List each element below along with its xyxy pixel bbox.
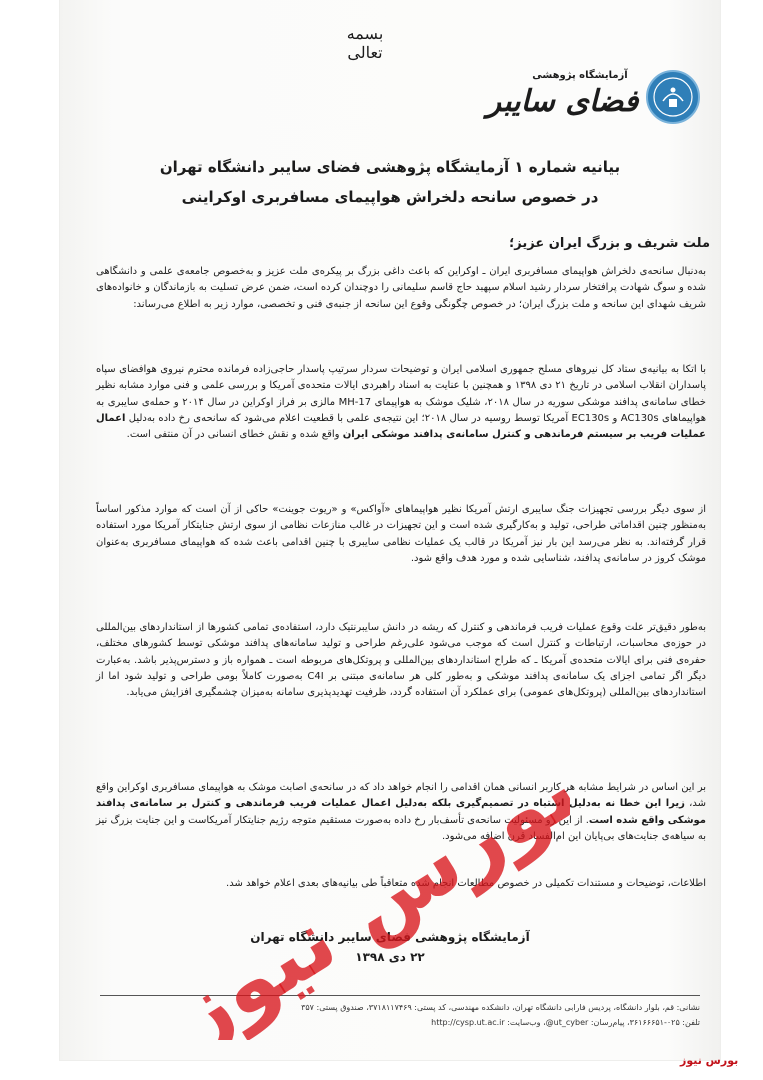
- footer-divider: [100, 995, 700, 996]
- paragraph-2-emphasis: اعمال عملیات فریب بر سیستم فرماندهی و کنترل سامانه‌ی پدافند موشکی ایران: [96, 412, 706, 441]
- statement-subtitle: در خصوص سانحه دلخراش هواپیمای مسافربری اوکراینی: [181, 188, 599, 206]
- paragraph-4: به‌طور دقیق‌تر علت وقوع عملیات فریب فرماندهی و کنترل که ریشه در دانش سایبرنتیک دارد، استفاده‌ی تمامی کشورها از استانداردهای بین‌المللی در حوزه‌ی محاسبات، ارتباطات و کنترل است که موجب می‌شود علی‌رغم طراحی و تولید سامانه‌های پدافند موشکی توسط کشورهای مختلف، حفره‌ی فنی برای ایالات متحده‌ی آمریکا ـ که طراح استانداردهای بین‌المللی و پروتکل‌های مربوطه است ـ همواره باز و دسترس‌پذیر باشد. به‌عبارت دیگر اگر تمامی اجزای یک سامانه‌ی پدافند موشکی و به‌طور کلی هر سامانه‌ی مبتنی بر C4I به‌صورت کاملاً بومی طراحی و تولید شود اما از استانداردهای بین‌المللی (پروتکل‌های عمومی) برای عملکرد آن استفاده گردد، ظرفیت تهدیدپذیری سامانه به‌میزان چشمگیری افزایش می‌یابد.: [96, 622, 707, 699]
- basmala: بسمه تعالی: [346, 24, 384, 62]
- signature-org: آزمایشگاه پژوهشی فضای سایبر دانشگاه تهران: [250, 930, 530, 944]
- signature-date: ۲۲ دی ۱۳۹۸: [355, 950, 425, 964]
- statement-title: بیانیه شماره ۱ آزمایشگاه پژوهشی فضای سایبر دانشگاه تهران: [159, 158, 621, 176]
- footer-address: نشانی: قم، بلوار دانشگاه، پردیس فارابی دانشگاه تهران، دانشکده مهندسی، کد پستی: ۳۷۱۸۱۱۷۴۶۹، صندوق پستی: ۳۵۷: [301, 1003, 700, 1012]
- paragraph-2-tail: واقع شده و نقش خطای انسانی در آن منتفی است.: [126, 429, 343, 441]
- paragraph-5: [96, 780, 706, 845]
- paragraph-2-text: با اتکا به بیانیه‌ی ستاد کل نیروهای مسلح جمهوری اسلامی ایران و توضیحات سردار سرتیپ پاسدار حاجی‌زاده فرمانده محترم نیروی هوافضای سپاه پاسداران انقلاب اسلامی در تاریخ ۲۱ دی ۱۳۹۸ و همچنین با عنایت به اسناد راهبردی ایالات متحده‌ی آمریکا و بررسی علمی و فنی موارد مشابه نظیر خطای سامانه‌ی پدافند موشکی سوریه در سال ۲۰۱۸، شلیک موشک به هواپیمای MH-17 مالزی بر فراز اوکراین در سال ۲۰۱۴ و حمله‌ی سایبری به هواپیماهای AC130s و EC130s آمریکا توسط روسیه در سال ۲۰۱۸؛ این نتیجه‌ی علمی با قطعیت اعلام می‌شود که سانحه‌ی رخ داده به‌دلیل: [96, 364, 706, 424]
- paragraph-6: اطلاعات، توضیحات و مستندات تکمیلی در خصوص مطالعات انجام شده متعاقباً طی بیانیه‌های بعدی اعلام خواهد شد.: [226, 878, 706, 889]
- source-tag: بورس نیوز: [680, 1054, 739, 1067]
- paragraph-3: از سوی دیگر بررسی تجهیزات جنگ سایبری ارتش آمریکا نظیر هواپیماهای «آواکس» و «ریوت جوینت» حاکی از آن است که موارد مذکور اساساً به‌منظور چنین اقداماتی طراحی، تولید و به‌کارگیری شده است و این تجهیزات در غالب منازعات نظامی از سوی ارتش جنایتکار آمریکا مورد استفاده قرار گرفته‌اند. به نظر می‌رسد این بار نیز آمریکا در قالب یک عملیات نظامی سایبری با چنین اقدامی باعث شده که هواپیمای مسافربری به‌عنوان موشک کروز در سامانه‌ی پدافند، شناسایی شده و مورد هدف واقع شود.: [96, 504, 706, 564]
- lab-name: آزمایشگاه پژوهشی: [532, 70, 628, 81]
- paragraph-2: [96, 362, 706, 443]
- paragraph-1: به‌دنبال سانحه‌ی دلخراش هواپیمای مسافربری ایران ـ اوکراین که باعث داغی بزرگ بر پیکره‌ی ملت عزیز و به‌خصوص جامعه‌ی علمی و دانشگاهی شده و سوگ شهادت پرافتخار سردار رشید اسلام سپهبد حاج قاسم سلیمانی را دوچندان کرده است، ضمن عرض تسلیت به بازماندگان و خانواده‌های شریف شهدای این سانحه و ملت بزرگ ایران؛ در خصوص چگونگی وقوع این سانحه از جنبه‌ی فنی و تخصصی، موارد زیر به اطلاع می‌رساند:: [96, 266, 706, 310]
- lab-title: فضای سایبر: [486, 84, 639, 119]
- paragraph-5-text: بر این اساس در شرایط مشابه هر کاربر انسانی همان اقدامی را انجام خواهد داد که در سانحه‌ی اصابت موشک به هواپیمای مسافربری اوکراین واقع شد،: [96, 782, 706, 810]
- paragraph-5-tail: . از این رو مسئولیت سانحه‌ی تأسف‌بار رخ داده به‌صورت مستقیم متوجه رژیم جنایتکار آمریکاست و این جنایت بزرگ نیز به سیاهه‌ی جنایت‌های بی‌پایان این ام‌الفساد قرن اضافه می‌شود.: [96, 814, 706, 842]
- watermark-text: بورس نیوز: [190, 760, 570, 1040]
- salutation: ملت شریف و بزرگ ایران عزیز؛: [509, 236, 710, 251]
- footer-contact: تلفن: ۰۲۵-۳۶۱۶۶۶۵۱، پیام‌رسان: ut_cyber@، وب‌سایت: http://cysp.ut.ac.ir: [431, 1018, 700, 1027]
- university-seal-icon: [646, 70, 700, 124]
- paragraph-5-emphasis: زیرا این خطا نه به‌دلیل اشتباه در تصمیم‌گیری بلکه به‌دلیل اعمال عملیات فریب فرماندهی و کنترل بر سامانه‌ی پدافند موشکی واقع شده است: [96, 798, 706, 826]
- seal-emblem-icon: [651, 75, 695, 119]
